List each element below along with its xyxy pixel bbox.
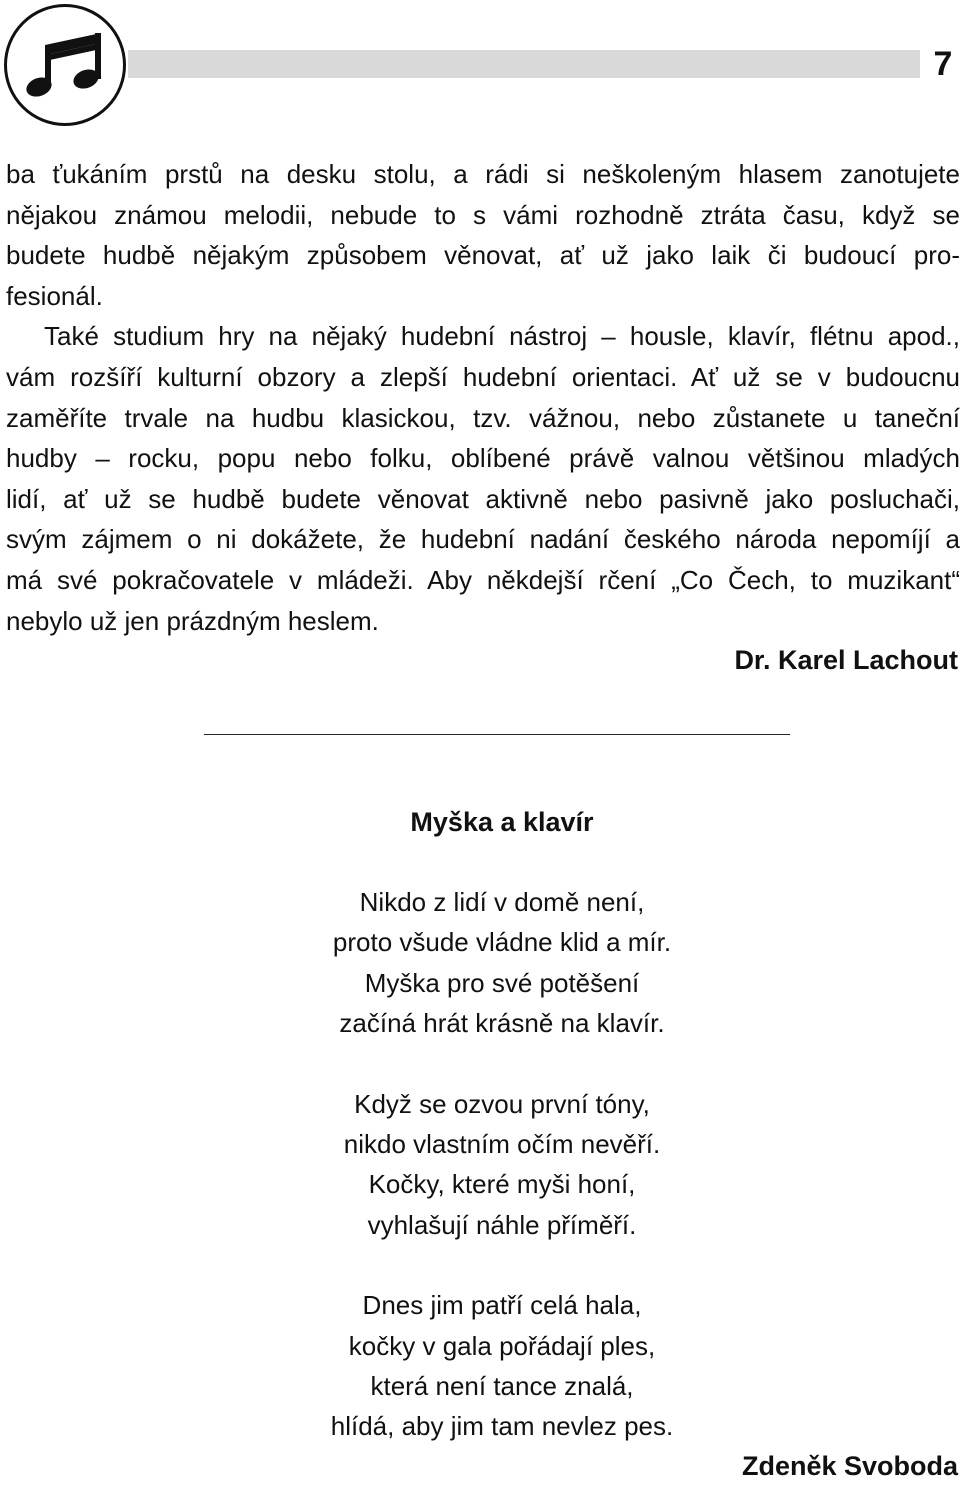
article-line: lidí, ať už se hudbě budete věnovat aktivně nebo pasivně jako posluchači, — [6, 483, 960, 514]
article-line: nebylo už jen prázdným heslem. — [6, 605, 379, 636]
poem-line: proto všude vládne klid a mír. — [332, 927, 672, 958]
article-line: svým zájmem o ni dokážete, že hudební nadání českého národa nepomíjí a — [6, 524, 960, 555]
poem-stanza — [0, 1285, 960, 1447]
page-number: 7 — [933, 45, 953, 83]
article-author: Dr. Karel Lachout — [734, 645, 958, 675]
article-line: nějakou známou melodii, nebude to s vámi rozhodně ztráta času, když se — [6, 199, 960, 230]
poem-line: Když se ozvou první tóny, — [354, 1088, 650, 1119]
poem-stanza — [0, 1084, 960, 1246]
poem-line: Dnes jim patří celá hala, — [362, 1290, 642, 1321]
poem-line: začíná hrát krásně na klavír. — [339, 1008, 665, 1039]
article-line: zaměříte trvale na hudbu klasickou, tzv. vážnou, nebo zůstanete u taneční — [6, 402, 960, 433]
poem-line: vyhlašují náhle příměří. — [367, 1209, 637, 1240]
music-note-emblem — [4, 4, 126, 126]
poem-line: nikdo vlastním očím nevěří. — [343, 1129, 661, 1160]
poem-line: Nikdo z lidí v domě není, — [359, 887, 645, 917]
poem-line: Kočky, které myši honí, — [368, 1169, 636, 1200]
poem-title: Myška a klavír — [410, 807, 594, 837]
article-line: Také studium hry na nějaký hudební nástroj – housle, klavír, flétnu apod., — [44, 321, 960, 352]
poem-author: Zdeněk Svoboda — [741, 1451, 958, 1481]
article-line: ba ťukáním prstů na desku stolu, a rádi si neškoleným hlasem zanotujete — [6, 159, 960, 189]
poem-line: hlídá, aby jim tam nevlez pes. — [330, 1411, 674, 1442]
article-text — [6, 154, 960, 641]
header-bar — [128, 50, 920, 78]
article-line: má své pokračovatele v mládeži. Aby někdejší rčení „Co Čech, to muzikant“ — [6, 564, 960, 595]
poem-line: kočky v gala pořádají ples, — [348, 1330, 656, 1361]
section-divider — [204, 734, 790, 735]
poem-stanza — [0, 882, 960, 1044]
article-line: budete hudbě nějakým způsobem věnovat, ať už jako laik či budoucí pro- — [6, 240, 960, 271]
poem-line: která není tance znalá, — [370, 1371, 634, 1402]
music-note-icon — [25, 29, 109, 101]
poem — [0, 882, 960, 1487]
poem-line: Myška pro své potěšení — [364, 967, 640, 998]
article-line: hudby – rocku, popu nebo folku, oblíbené právě valnou většinou mladých — [6, 443, 960, 474]
article-line: fesionál. — [6, 280, 103, 311]
article-line: vám rozšíří kulturní obzory a zlepší hudební orientaci. Ať už se v budoucnu — [6, 361, 960, 392]
